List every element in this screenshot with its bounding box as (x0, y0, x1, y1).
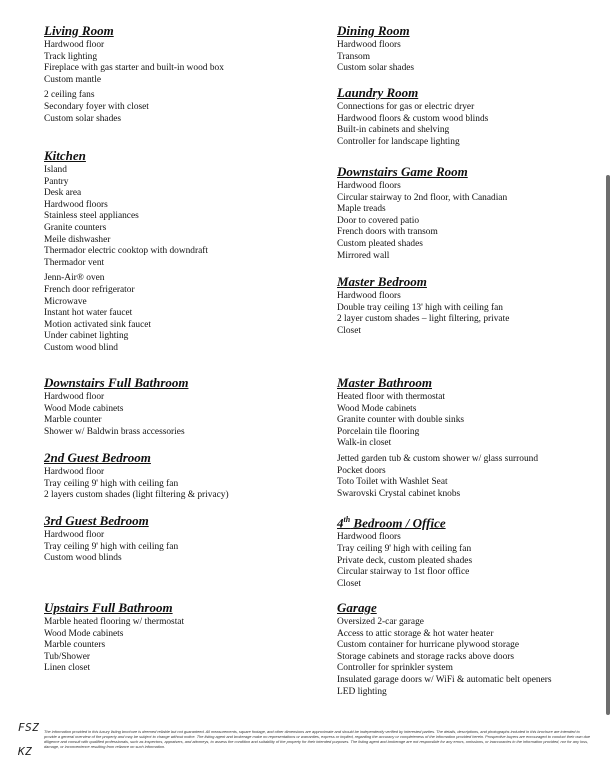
scrollbar[interactable] (606, 175, 610, 715)
feature-item: 2 layer custom shades – light filtering, private (337, 314, 510, 325)
feature-item: Swarovski Crystal cabinet knobs (337, 488, 461, 499)
feature-item: Pantry (44, 176, 69, 187)
feature-item: Wood Mode cabinets (44, 403, 124, 414)
feature-item: Island (44, 165, 67, 175)
feature-item: Custom container for hurricane plywood storage (337, 640, 519, 651)
section-title-ordinal: th (343, 515, 351, 524)
section-title (337, 23, 607, 38)
section-title (44, 450, 314, 465)
feature-item: Private deck, custom pleated shades (337, 555, 473, 566)
feature-item: Pocket doors (337, 465, 386, 476)
feature-item: Hardwood floor (44, 467, 105, 477)
feature-item: Insulated garage doors w/ WiFi & automatic belt openers (337, 674, 552, 685)
feature-item: Built-in cabinets and shelving (337, 125, 450, 136)
section-title-text: Bedroom / Office (353, 515, 446, 531)
feature-item: Hardwood floors (337, 40, 401, 50)
section-title (337, 600, 607, 615)
feature-item: Tray ceiling 9' high with ceiling fan (337, 543, 472, 554)
section-garage (337, 600, 607, 698)
feature-item: Tray ceiling 9' high with ceiling fan (44, 541, 179, 552)
section-title-text: Garage (337, 600, 377, 615)
section-title-text: Living Room (44, 23, 114, 38)
section-title-text: Master Bathroom (337, 375, 432, 390)
feature-item: Custom solar shades (44, 113, 122, 124)
feature-item: Custom pleated shades (337, 238, 423, 249)
section-title (337, 375, 607, 390)
section-downstairs-full-bathroom (44, 375, 314, 438)
section-master-bedroom (337, 274, 607, 337)
feature-item: Circular stairway to 2nd floor, with Canadian (337, 192, 508, 203)
section-upstairs-full-bathroom (44, 600, 314, 675)
section-title-text: Downstairs Full Bathroom (44, 375, 189, 390)
feature-item: Tray ceiling 9' high with ceiling fan (44, 478, 179, 489)
section-title (44, 375, 314, 390)
feature-list (337, 181, 607, 262)
section-downstairs-game-room (337, 164, 607, 262)
feature-item: Marble heated flooring w/ thermostat (44, 617, 185, 627)
section-title (337, 512, 607, 530)
feature-item: LED lighting (337, 686, 387, 697)
section-title (44, 513, 314, 528)
section-master-bathroom (337, 375, 607, 500)
section-title (337, 274, 607, 289)
section-title-text: 3rd Guest Bedroom (44, 513, 149, 528)
feature-item: Jenn-Air® oven (44, 273, 105, 284)
feature-item: Under cabinet lighting (44, 331, 129, 342)
feature-list (337, 40, 607, 75)
feature-item: Storage cabinets and storage racks above doors (337, 651, 515, 662)
feature-item: Thermador vent (44, 257, 105, 268)
feature-list (44, 467, 314, 502)
feature-item: Wood Mode cabinets (44, 628, 124, 639)
feature-item: Linen closet (44, 663, 91, 674)
feature-item: Circular stairway to 1st floor office (337, 567, 470, 578)
section-bedroom-office (337, 512, 607, 590)
feature-list (44, 165, 314, 355)
feature-list (337, 102, 607, 148)
section-title (44, 23, 314, 38)
section-title-text: Master Bedroom (337, 274, 427, 289)
feature-item: Motion activated sink faucet (44, 319, 151, 330)
feature-item: French door refrigerator (44, 284, 135, 295)
section-title-number: 4 (337, 515, 344, 531)
feature-item: Toto Toilet with Washlet Seat (337, 477, 448, 488)
section-title (337, 164, 607, 179)
feature-list (44, 392, 314, 438)
feature-list (337, 392, 607, 500)
feature-item: Hardwood floors (337, 532, 401, 543)
feature-item: Walk-in closet (337, 438, 392, 449)
feature-item: Instant hot water faucet (44, 308, 133, 319)
feature-item: Hardwood floor (44, 40, 105, 50)
feature-list (337, 617, 607, 698)
feature-item: Hardwood floors (44, 199, 108, 210)
feature-item: Meile dishwasher (44, 234, 111, 245)
feature-item: Controller for sprinkler system (337, 663, 453, 674)
feature-list (44, 40, 314, 125)
section-title (337, 85, 607, 100)
feature-item: Connections for gas or electric dryer (337, 102, 475, 112)
section-title-text: Laundry Room (337, 85, 419, 100)
section-title-text: Upstairs Full Bathroom (44, 600, 173, 615)
feature-item: Mirrored wall (337, 250, 390, 261)
feature-item: Secondary foyer with closet (44, 101, 149, 112)
feature-item: 2 layers custom shades (light filtering & privacy) (44, 490, 229, 501)
section-living-room (44, 23, 314, 125)
feature-item: Porcelain tile flooring (337, 426, 420, 437)
feature-item: Shower w/ Baldwin brass accessories (44, 426, 185, 437)
feature-item: Marble counters (44, 640, 106, 651)
feature-item: Hardwood floors & custom wood blinds (337, 113, 489, 124)
feature-item: Hardwood floor (44, 392, 105, 402)
feature-item: Closet (337, 325, 361, 336)
feature-item: Hardwood floor (44, 530, 105, 540)
feature-item: 2 ceiling fans (44, 90, 95, 101)
feature-item: Closet (337, 578, 361, 589)
feature-item: Hardwood floors (337, 291, 401, 301)
feature-item: Granite counter with double sinks (337, 415, 465, 426)
feature-item: Jetted garden tub & custom shower w/ glass surround (337, 453, 539, 464)
feature-item: Access to attic storage & hot water heater (337, 628, 494, 639)
feature-item: Stainless steel appliances (44, 211, 139, 222)
section-3rd-guest-bedroom (44, 513, 314, 565)
feature-item: Maple treads (337, 204, 386, 215)
section-2nd-guest-bedroom (44, 450, 314, 502)
logo-kz: KZ (18, 745, 33, 758)
section-title-text: Downstairs Game Room (337, 164, 468, 179)
section-title-text: 2nd Guest Bedroom (44, 450, 151, 465)
feature-list (337, 291, 607, 337)
feature-list (337, 532, 607, 590)
feature-item: Custom wood blinds (44, 553, 122, 564)
feature-item: Granite counters (44, 222, 107, 233)
section-title (44, 600, 314, 615)
feature-item: Thermador electric cooktop with downdraft (44, 246, 209, 257)
feature-item: French doors with transom (337, 227, 438, 238)
section-title-text: Kitchen (44, 148, 86, 163)
feature-item: Wood Mode cabinets (337, 403, 417, 414)
feature-item: Hardwood floors (337, 181, 401, 191)
feature-item: Fireplace with gas starter and built-in wood box (44, 63, 224, 74)
feature-item: Oversized 2-car garage (337, 617, 424, 627)
feature-list (44, 617, 314, 675)
feature-item: Track lighting (44, 51, 98, 62)
feature-item: Heated floor with thermostat (337, 392, 446, 402)
feature-item: Custom solar shades (337, 63, 415, 74)
feature-item: Microwave (44, 296, 87, 307)
section-kitchen (44, 148, 314, 355)
section-dining-room (337, 23, 607, 75)
feature-item: Door to covered patio (337, 215, 420, 226)
disclaimer-text: The information provided in this luxury listing brochure is deemed reliable but not guaranteed. All measurements, square footage, and other dimensions are approximate and should be independently verified by interested parties. The details, descriptions, and photographs included in this brochure are intended to provide a general overview of the property and may be subject to change without notice. The listing agent and brokerage make no representations or warranties, express or implied, regarding the accuracy or completeness of the information provided herein. Prospective buyers are encouraged to conduct their own due diligence and consult with qualified professionals, such as inspectors, appraisers, and attorneys, to assess the condition and suitability of the property for their intended purposes. The listing agent and brokerage are not responsible for any errors, omissions, or inaccuracies in the information provided, nor for any loss, damage, or inconvenience resulting from reliance on such information. (44, 729, 591, 749)
section-title (44, 148, 314, 163)
feature-item: Custom mantle (44, 74, 102, 85)
feature-item: Custom wood blind (44, 342, 118, 353)
feature-item: Marble counter (44, 415, 102, 426)
feature-item: Controller for landscape lighting (337, 136, 460, 147)
feature-list (44, 530, 314, 565)
section-title-text: Dining Room (337, 23, 410, 38)
feature-item: Transom (337, 51, 370, 62)
feature-item: Desk area (44, 188, 82, 199)
section-laundry-room (337, 85, 607, 148)
logo-fsz: FSZ (18, 721, 40, 734)
feature-item: Double tray ceiling 13' high with ceiling fan (337, 302, 503, 313)
feature-item: Tub/Shower (44, 651, 91, 662)
